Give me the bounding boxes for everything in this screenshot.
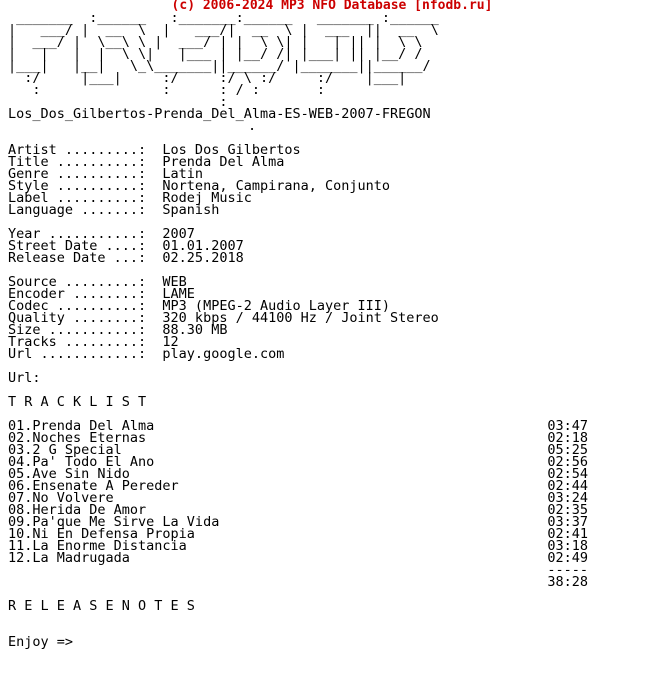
info-size: Size ...........: 88.30 MB	[8, 322, 228, 338]
track-duration: 03:47	[547, 418, 588, 434]
info-street-date: Street Date ....: 01.01.2007	[8, 238, 244, 254]
track-duration: 03:37	[547, 514, 588, 530]
info-quality: Quality ........: 320 kbps / 44100 Hz / Joint Stereo	[8, 310, 439, 326]
track-title: 04.Pa' Todo El Ano	[8, 454, 155, 470]
info-encoder: Encoder ........: LAME	[8, 286, 195, 302]
track-title: 02.Noches Eternas	[8, 430, 147, 446]
info-release-date: Release Date ...: 02.25.2018	[8, 250, 244, 266]
track-title: 12.La Madrugada	[8, 550, 130, 566]
release-dot: .	[248, 118, 257, 134]
total-duration: 38:28	[547, 574, 588, 590]
info-label: Label ..........: Rodej Music	[8, 190, 252, 206]
tracklist	[8, 420, 588, 588]
info-language: Language .......: Spanish	[8, 202, 220, 218]
track-duration: 02:35	[547, 502, 588, 518]
url-line: Url:	[8, 370, 41, 386]
track-title: 11.La Enorme Distancia	[8, 538, 187, 554]
info-tracks: Tracks .........: 12	[8, 334, 179, 350]
tech-section	[8, 276, 439, 360]
track-title: 03.2 G Special	[8, 442, 122, 458]
track-duration: 03:24	[547, 490, 588, 506]
enjoy-line: Enjoy =>	[8, 634, 74, 650]
track-title: 06.Ensenate A Pereder	[8, 478, 179, 494]
track-duration: 05:25	[547, 442, 588, 458]
track-duration: 03:18	[547, 538, 588, 554]
info-source: Source .........: WEB	[8, 274, 187, 290]
track-duration: 02:18	[547, 430, 588, 446]
track-duration: 02:41	[547, 526, 588, 542]
site-header: (c) 2006-2024 MP3 NFO Database [nfodb.ru]	[171, 0, 493, 13]
total-row	[8, 576, 588, 588]
track-duration: 02:54	[547, 466, 588, 482]
track-title: 08.Herida De Amor	[8, 502, 147, 518]
info-genre: Genre ..........: Latin	[8, 166, 204, 182]
ascii-logo: _______ :______ :_______:______ _______ :______ | ___/ | __ \ | ___/| __ \ | ___ || __ \ | ___/ | \__\ \ | ___/ | | \ \| | | || | \ \ | | | | \ \| |___ | |__/ /| |___| || |__/ / |___| |__| \_\_______||______/ |_______||______/ :/ |___| :/ :/ \ :/ :/ |___| : : : / : : :	[8, 10, 439, 110]
track-title: 09.Pa'que Me Sirve La Vida	[8, 514, 220, 530]
track-duration: 02:56	[547, 454, 588, 470]
info-year: Year ...........: 2007	[8, 226, 195, 242]
track-duration: 02:49	[547, 550, 588, 566]
info-codec: Codec ..........: MP3 (MPEG-2 Audio Layer III)	[8, 298, 391, 314]
track-title: 07.No Volvere	[8, 490, 114, 506]
release-name: Los_Dos_Gilbertos-Prenda_Del_Alma-ES-WEB-2007-FREGON	[8, 106, 431, 122]
total-separator-row	[8, 564, 588, 576]
track-title: 05.Ave Sin Nido	[8, 466, 130, 482]
track-duration: 02:44	[547, 478, 588, 494]
track-title: 01.Prenda Del Alma	[8, 418, 155, 434]
info-style: Style ..........: Nortena, Campirana, Conjunto	[8, 178, 391, 194]
track-title: 10.Ni En Defensa Propia	[8, 526, 195, 542]
info-title: Title ..........: Prenda Del Alma	[8, 154, 285, 170]
release-notes-heading: R E L E A S E N O T E S	[8, 598, 195, 614]
info-artist: Artist .........: Los Dos Gilbertos	[8, 142, 301, 158]
info-url: Url ............: play.google.com	[8, 346, 285, 362]
track-row	[8, 552, 588, 564]
info-section	[8, 144, 390, 216]
date-section	[8, 228, 244, 264]
tracklist-heading: T R A C K L I S T	[8, 394, 147, 410]
total-separator: -----	[547, 562, 588, 578]
